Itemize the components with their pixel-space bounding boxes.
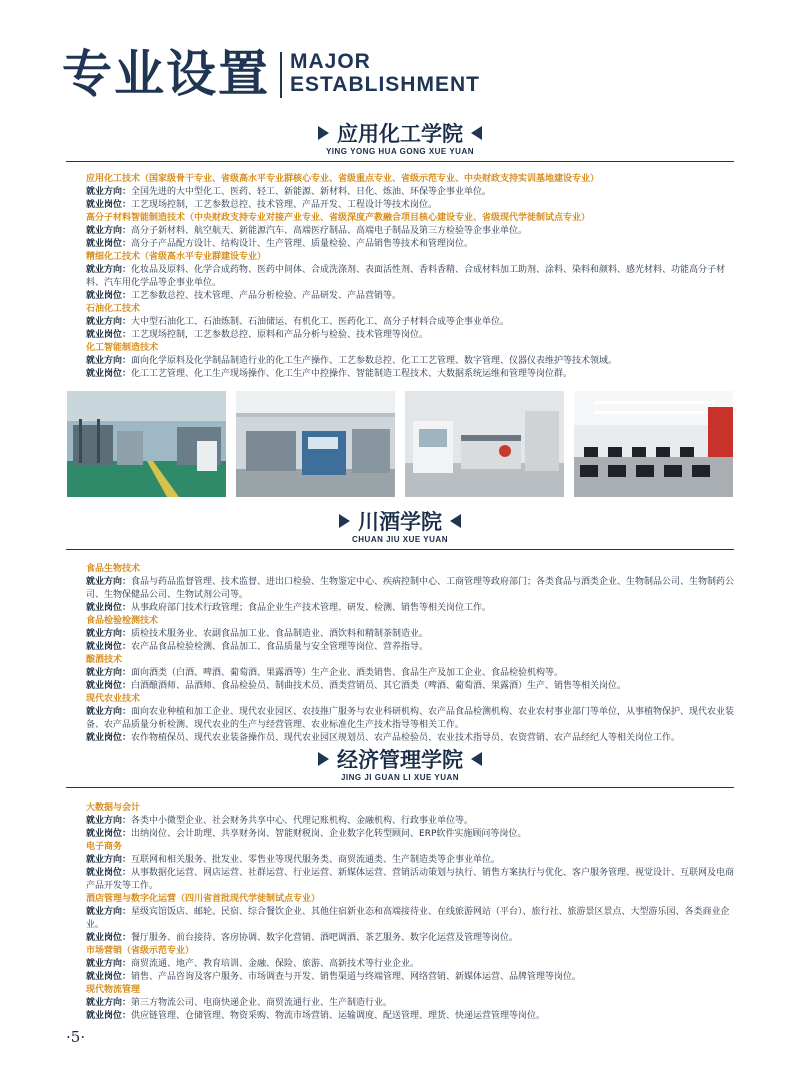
triangle-left-icon bbox=[450, 514, 461, 528]
triangle-left-icon bbox=[471, 126, 482, 140]
post-text: 从事政府部门技术行政管理；食品企业生产技术管理、研发、检测、销售等相关岗位工作。 bbox=[131, 603, 492, 613]
major-direction bbox=[86, 706, 736, 732]
college-name: 应用化工学院 bbox=[337, 122, 463, 146]
post-text: 高分子产品配方设计、结构设计、生产管理、质量检验、产品销售等技术和管理岗位。 bbox=[131, 239, 474, 249]
direction-text: 星级宾馆饭店、邮轮、民宿、综合餐饮企业、其他住宿新业态和高端接待业、在线旅游网站（平台）、旅行社、旅游景区景点、大型游乐园、各类商业企业。 bbox=[86, 907, 730, 930]
post-text: 工艺现场控制，工艺参数总控、技术管理、产品开发、工程设计等技术岗位。 bbox=[131, 200, 438, 210]
page-number: ·5· bbox=[66, 1028, 86, 1046]
post-label: 就业岗位： bbox=[86, 829, 132, 839]
page-title-en-line2: ESTABLISHMENT bbox=[290, 73, 480, 96]
direction-text: 各类中小微型企业、社会财务共享中心、代理记账机构、金融机构、行政事业单位等。 bbox=[131, 816, 474, 826]
major-title: 食品检验检测技术 bbox=[86, 616, 159, 626]
direction-label: 就业方向： bbox=[86, 356, 132, 366]
post-label: 就业岗位： bbox=[86, 369, 132, 379]
college-pinyin: CHUAN JIU XUE YUAN bbox=[352, 535, 448, 544]
college-pinyin: JING JI GUAN LI XUE YUAN bbox=[340, 773, 460, 782]
major-title: 食品生物技术 bbox=[86, 564, 141, 574]
major-post bbox=[86, 368, 736, 381]
post-text: 出纳岗位、会计助理、共享财务岗、智能财税岗、企业数字化转型顾问、ERP软件实施顾问等岗位。 bbox=[131, 829, 527, 839]
direction-text: 全国先进的大中型化工、医药、轻工、新能源、新材料、日化、炼油、环保等企事业单位。 bbox=[131, 187, 492, 197]
direction-label: 就业方向： bbox=[86, 265, 132, 275]
major-post bbox=[86, 238, 736, 251]
college-title bbox=[66, 747, 734, 773]
post-label: 就业岗位： bbox=[86, 681, 132, 691]
post-label: 就业岗位： bbox=[86, 1011, 132, 1021]
major-title: 大数据与会计 bbox=[86, 803, 141, 813]
direction-label: 就业方向： bbox=[86, 959, 132, 969]
post-label: 就业岗位： bbox=[86, 933, 132, 943]
college-content-1 bbox=[86, 173, 736, 381]
direction-label: 就业方向： bbox=[86, 629, 132, 639]
major-post bbox=[86, 290, 736, 303]
direction-text: 质检技术服务业、农副食品加工业、食品制造业、酒饮料和精制茶制造业。 bbox=[131, 629, 429, 639]
title-divider bbox=[280, 52, 282, 98]
major-post bbox=[86, 971, 736, 984]
major-title: 石油化工技术 bbox=[86, 304, 141, 314]
college-underline bbox=[66, 161, 734, 162]
post-text: 从事数据化运营、网店运营、社群运营、行业运营、新媒体运营、营销活动策划与执行、销售方案执行与优化、客户服务管理、视觉设计、互联网及电商产品开发等工作。 bbox=[86, 868, 735, 891]
post-label: 就业岗位： bbox=[86, 603, 132, 613]
direction-text: 化妆品及原料、化学合成药物、医药中间体、合成洗涤剂、表面活性剂、香料香精、合成材料加工助剂、涂料、染料和颜料、感光材料、功能高分子材料、汽车用化学品等企事业单位。 bbox=[86, 265, 726, 288]
major-title: 市场营销（省级示范专业） bbox=[86, 946, 195, 956]
page-number-value: 5 bbox=[70, 1028, 81, 1046]
post-label: 就业岗位： bbox=[86, 868, 132, 878]
major-direction bbox=[86, 576, 736, 602]
major-post bbox=[86, 602, 736, 615]
photo-computer-room bbox=[574, 391, 733, 497]
photo-machine-workshop bbox=[236, 391, 395, 497]
major-post bbox=[86, 680, 736, 693]
direction-label: 就业方向： bbox=[86, 577, 132, 587]
direction-label: 就业方向： bbox=[86, 855, 132, 865]
major-title: 应用化工技术（国家级骨干专业、省级高水平专业群核心专业、省级重点专业、省级示范专业、中央财政支持实训基地建设专业） bbox=[86, 174, 600, 184]
post-text: 工艺现场控制，工艺参数总控、原料和产品分析与检验、技术管理等岗位。 bbox=[131, 330, 429, 340]
major-post bbox=[86, 732, 736, 745]
post-text: 销售、产品咨询及客户服务、市场调查与开发、销售渠道与终端管理、网络营销、新媒体运营、品牌管理等岗位。 bbox=[131, 972, 582, 982]
major-title: 电子商务 bbox=[86, 842, 123, 852]
major-direction bbox=[86, 958, 736, 971]
direction-text: 大中型石油化工、石油炼制、石油储运、有机化工、医药化工、高分子材料合成等企事业单位。 bbox=[131, 317, 510, 327]
post-label: 就业岗位： bbox=[86, 291, 132, 301]
major-post bbox=[86, 199, 736, 212]
direction-text: 面向酒类（白酒、啤酒、葡萄酒、果露酒等）生产企业、酒类销售、食品生产及加工企业、食品检验机构等。 bbox=[131, 668, 564, 678]
post-label: 就业岗位： bbox=[86, 972, 132, 982]
direction-text: 高分子新材料、航空航天、新能源汽车、高端医疗制品、高端电子制品及第三方检验等企事业单位。 bbox=[131, 226, 528, 236]
college-title bbox=[66, 121, 734, 147]
college-heading-1 bbox=[66, 121, 734, 162]
college-heading-2 bbox=[66, 509, 734, 550]
college-underline bbox=[66, 549, 734, 550]
direction-text: 第三方物流公司、电商快递企业、商贸流通行业、生产制造行业。 bbox=[131, 998, 393, 1008]
photo-extrusion-lab bbox=[405, 391, 564, 497]
page-title-cn: 专业设置 bbox=[62, 45, 270, 103]
post-text: 农作物植保员、现代农业装备操作员、现代农业园区规划员、农产品检验员、农业技术指导员、农资营销、农产品经纪人等相关岗位工作。 bbox=[131, 733, 681, 743]
direction-text: 互联网和相关服务、批发业、零售业等现代服务类、商贸流通类、生产制造类等企事业单位。 bbox=[131, 855, 501, 865]
post-label: 就业岗位： bbox=[86, 733, 132, 743]
post-text: 供应链管理、仓储管理、物资采购、物流市场营销、运输调度、配送管理、理货、快递运营管理等岗位。 bbox=[131, 1011, 546, 1021]
post-text: 化工工艺管理、化工生产现场操作、化工生产中控操作、智能制造工程技术、大数据系统运维和管理等岗位群。 bbox=[131, 369, 573, 379]
college-heading-3 bbox=[66, 747, 734, 788]
major-title: 现代物流管理 bbox=[86, 985, 141, 995]
direction-label: 就业方向： bbox=[86, 187, 132, 197]
major-post bbox=[86, 867, 736, 893]
major-title: 高分子材料智能制造技术（中央财政支持专业对接产业专业、省级深度产教融合项目核心建设专业、省级现代学徒制试点专业） bbox=[86, 213, 591, 223]
major-direction bbox=[86, 186, 736, 199]
post-text: 白酒酿酒师、品酒师、食品检验员、制曲技术员、酒类营销员、其它酒类（啤酒、葡萄酒、果露酒）生产、销售等相关岗位。 bbox=[131, 681, 627, 691]
college-underline bbox=[66, 787, 734, 788]
major-post bbox=[86, 932, 736, 945]
direction-text: 面向化学原料及化学制品制造行业的化工生产操作、工艺参数总控、化工工艺管理、数字管理、仪器仪表维护等技术领域。 bbox=[131, 356, 618, 366]
direction-label: 就业方向： bbox=[86, 816, 132, 826]
post-text: 工艺参数总控、技术管理、产品分析检验、产品研发、产品营销等。 bbox=[131, 291, 402, 301]
college-name: 川酒学院 bbox=[358, 510, 442, 534]
major-title: 化工智能制造技术 bbox=[86, 343, 159, 353]
post-label: 就业岗位： bbox=[86, 330, 132, 340]
college-pinyin: YING YONG HUA GONG XUE YUAN bbox=[325, 147, 475, 156]
major-direction bbox=[86, 628, 736, 641]
major-direction bbox=[86, 225, 736, 238]
major-post bbox=[86, 329, 736, 342]
major-title: 酒店管理与数字化运营（四川省首批现代学徒制试点专业） bbox=[86, 894, 321, 904]
direction-label: 就业方向： bbox=[86, 668, 132, 678]
direction-text: 商贸流通、地产、教育培训、金融、保险、旅游、高新技术等行业企业。 bbox=[131, 959, 420, 969]
direction-label: 就业方向： bbox=[86, 707, 132, 717]
photo-chemical-plant-lab bbox=[67, 391, 226, 497]
post-label: 就业岗位： bbox=[86, 239, 132, 249]
major-title: 酿酒技术 bbox=[86, 655, 123, 665]
major-post bbox=[86, 1010, 736, 1023]
triangle-right-icon bbox=[318, 752, 329, 766]
post-text: 餐厅服务、前台接待、客房协调、数字化营销、酒吧调酒、茶艺服务、数字化运营及管理等岗位。 bbox=[131, 933, 519, 943]
major-direction bbox=[86, 667, 736, 680]
direction-label: 就业方向： bbox=[86, 317, 132, 327]
major-direction bbox=[86, 264, 736, 290]
post-label: 就业岗位： bbox=[86, 642, 132, 652]
major-post bbox=[86, 828, 736, 841]
direction-label: 就业方向： bbox=[86, 998, 132, 1008]
direction-label: 就业方向： bbox=[86, 226, 132, 236]
major-direction bbox=[86, 854, 736, 867]
major-direction bbox=[86, 997, 736, 1010]
college-title bbox=[66, 509, 734, 535]
major-title: 精细化工技术（省级高水平专业群建设专业） bbox=[86, 252, 267, 262]
major-direction bbox=[86, 355, 736, 368]
major-title: 现代农业技术 bbox=[86, 694, 141, 704]
triangle-left-icon bbox=[471, 752, 482, 766]
photo-strip bbox=[67, 391, 733, 497]
major-post bbox=[86, 641, 736, 654]
major-direction bbox=[86, 906, 736, 932]
direction-text: 面向农业种植和加工企业、现代农业园区、农技推广服务与农业科研机构、农产品食品检测机构、农业农村事业部门等单位，从事植物保护、现代农业装备、农产品质量分析检测、现代农业的生产与经营管理、农业标准化生产技术指导等相关工作。 bbox=[86, 707, 735, 730]
post-label: 就业岗位： bbox=[86, 200, 132, 210]
college-content-2 bbox=[86, 563, 736, 745]
college-name: 经济管理学院 bbox=[337, 748, 463, 772]
major-direction bbox=[86, 815, 736, 828]
major-direction bbox=[86, 316, 736, 329]
triangle-right-icon bbox=[318, 126, 329, 140]
direction-text: 食品与药品监督管理、技术监督、进出口检验、生物鉴定中心、疾病控制中心、工商管理等政府部门；各类食品与酒类企业、生物制品公司、生物制药公司、生物保健品公司、生物试剂公司等。 bbox=[86, 577, 735, 600]
post-text: 农产品食品检验检测、食品加工、食品质量与安全管理等岗位、营养指导。 bbox=[131, 642, 429, 652]
college-content-3 bbox=[86, 802, 736, 1023]
direction-label: 就业方向： bbox=[86, 907, 132, 917]
triangle-right-icon bbox=[339, 514, 350, 528]
page-title-en-line1: MAJOR bbox=[290, 50, 371, 73]
page-title-en bbox=[290, 50, 480, 96]
